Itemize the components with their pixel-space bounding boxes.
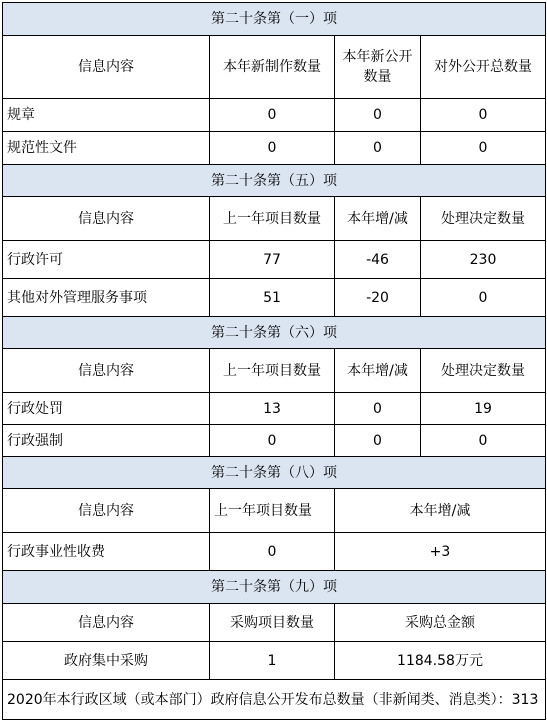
column-header: 采购项目数量 [210, 604, 335, 642]
table-cell: 0 [335, 132, 421, 165]
table-cell: 1184.58万元 [335, 642, 546, 680]
table-cell: 13 [210, 393, 335, 425]
column-header: 信息内容 [3, 604, 210, 642]
column-header: 上一年项目数量 [210, 349, 335, 393]
row-label: 行政处罚 [3, 393, 210, 425]
table-cell: 0 [210, 99, 335, 132]
table-cell: -20 [335, 279, 421, 317]
table-cell: 0 [210, 132, 335, 165]
table-cell: 0 [335, 393, 421, 425]
column-header: 本年新制作数量 [210, 36, 335, 99]
column-header: 处理决定数量 [421, 349, 546, 393]
table-cell: 0 [335, 425, 421, 457]
information-disclosure-table [2, 2, 546, 720]
column-header: 信息内容 [3, 349, 210, 393]
column-header: 采购总金额 [335, 604, 546, 642]
footer-total: 2020年本行政区域（或本部门）政府信息公开发布总数量（非新闻类、消息类）：313 [3, 680, 546, 720]
section-title: 第二十条第（六）项 [3, 317, 546, 349]
row-label: 其他对外管理服务事项 [3, 279, 210, 317]
row-label: 行政事业性收费 [3, 533, 210, 571]
table-cell: 0 [210, 425, 335, 457]
column-header: 本年新公开数量 [335, 36, 421, 99]
table-cell: 0 [210, 533, 335, 571]
table-cell: +3 [335, 533, 546, 571]
table-cell: 0 [335, 99, 421, 132]
section-title: 第二十条第（一）项 [3, 3, 546, 36]
column-header: 上一年项目数量 [210, 489, 335, 533]
column-header: 对外公开总数量 [421, 36, 546, 99]
column-header: 本年增/减 [335, 349, 421, 393]
row-label: 行政强制 [3, 425, 210, 457]
column-header: 信息内容 [3, 197, 210, 241]
table-cell: 19 [421, 393, 546, 425]
row-label: 规章 [3, 99, 210, 132]
column-header: 信息内容 [3, 489, 210, 533]
table-cell: 0 [421, 99, 546, 132]
row-label: 行政许可 [3, 241, 210, 279]
column-header: 上一年项目数量 [210, 197, 335, 241]
table-cell: 230 [421, 241, 546, 279]
section-title: 第二十条第（八）项 [3, 457, 546, 489]
table-cell: -46 [335, 241, 421, 279]
section-title: 第二十条第（五）项 [3, 165, 546, 197]
table-cell: 0 [421, 425, 546, 457]
column-header: 本年增/减 [335, 489, 546, 533]
column-header: 信息内容 [3, 36, 210, 99]
column-header: 处理决定数量 [421, 197, 546, 241]
column-header: 本年增/减 [335, 197, 421, 241]
table-cell: 0 [421, 279, 546, 317]
table-cell: 77 [210, 241, 335, 279]
section-title: 第二十条第（九）项 [3, 571, 546, 604]
row-label: 规范性文件 [3, 132, 210, 165]
row-label: 政府集中采购 [3, 642, 210, 680]
table-cell: 0 [421, 132, 546, 165]
table-cell: 51 [210, 279, 335, 317]
table-cell: 1 [210, 642, 335, 680]
